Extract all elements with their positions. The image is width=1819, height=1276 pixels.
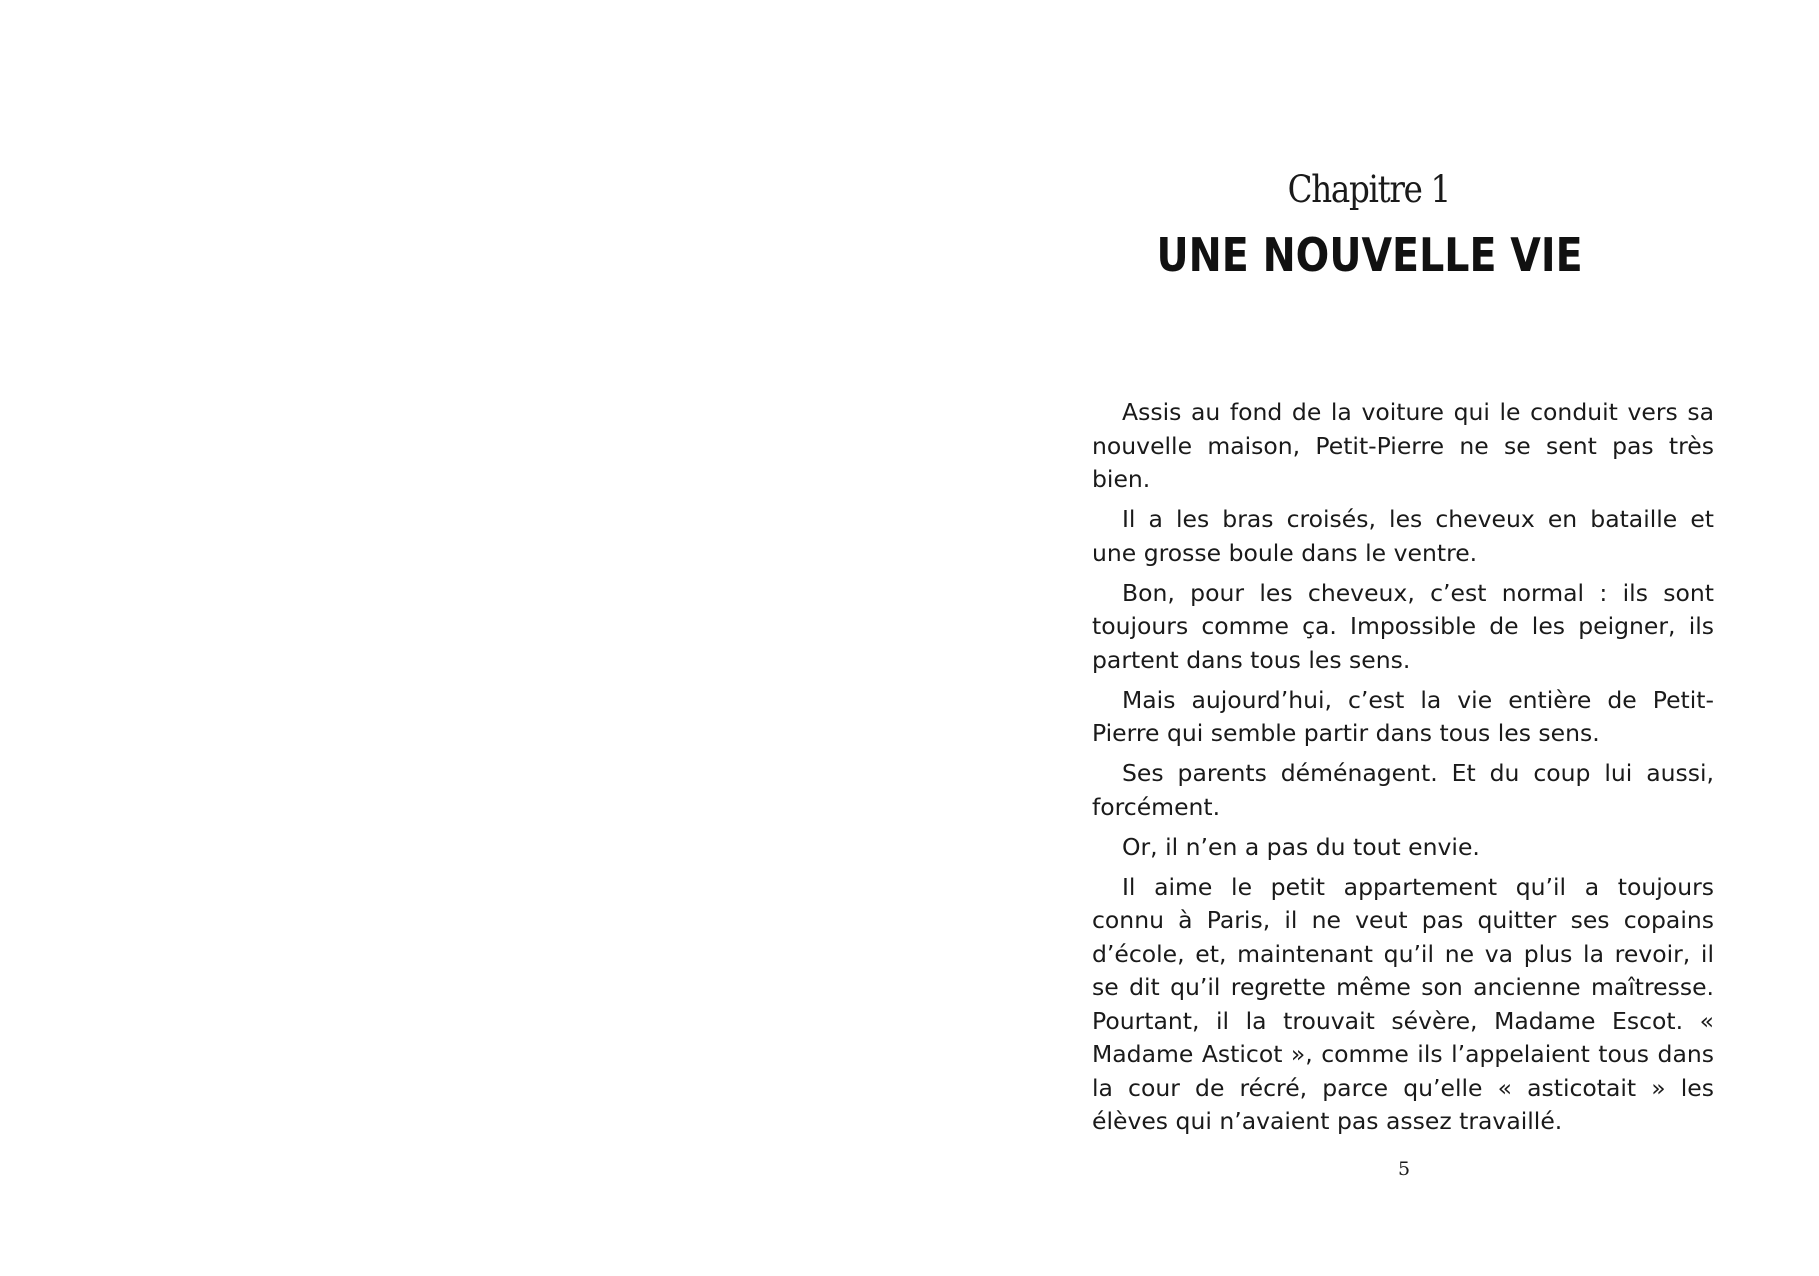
paragraph: Il aime le petit appartement qu’il a toujours connu à Paris, il ne veut pas quitter ses copains d’école, et, maintenant qu’il ne va plus la revoir, il se dit qu’il regrette même son ancienne maîtresse. Pourtant, il la trouvait sévère, Madame Escot. « Madame Asticot », comme ils l’appelaient tous dans la cour de récré, parce qu’elle « asticotait » les élèves qui n’avaient pas assez travaillé. [1092, 872, 1714, 1135]
chapter-title: UNE NOUVELLE VIE [1156, 228, 1583, 282]
paragraph: Assis au fond de la voiture qui le conduit vers sa nouvelle maison, Petit-Pierre ne se sent pas très bien. [1092, 398, 1714, 493]
paragraph: Mais aujourd’hui, c’est la vie entière de Petit-Pierre qui semble partir dans tous les sens. [1092, 685, 1714, 747]
paragraph: Bon, pour les cheveux, c’est normal : ils sont toujours comme ça. Impossible de les peigner, ils partent dans tous les sens. [1092, 578, 1714, 674]
paragraph: Ses parents déménagent. Et du coup lui aussi, forcément. [1092, 759, 1714, 821]
paragraph: Or, il n’en a pas du tout envie. [1122, 832, 1480, 861]
left-page-blank [0, 0, 909, 1276]
chapter-body [1092, 396, 1714, 1145]
right-page [909, 0, 1819, 1276]
page-number: 5 [1397, 1158, 1411, 1180]
paragraph: Il a les bras croisés, les cheveux en bataille et une grosse boule dans le ventre. [1092, 505, 1714, 567]
chapter-label: Chapitre 1 [1287, 168, 1450, 211]
